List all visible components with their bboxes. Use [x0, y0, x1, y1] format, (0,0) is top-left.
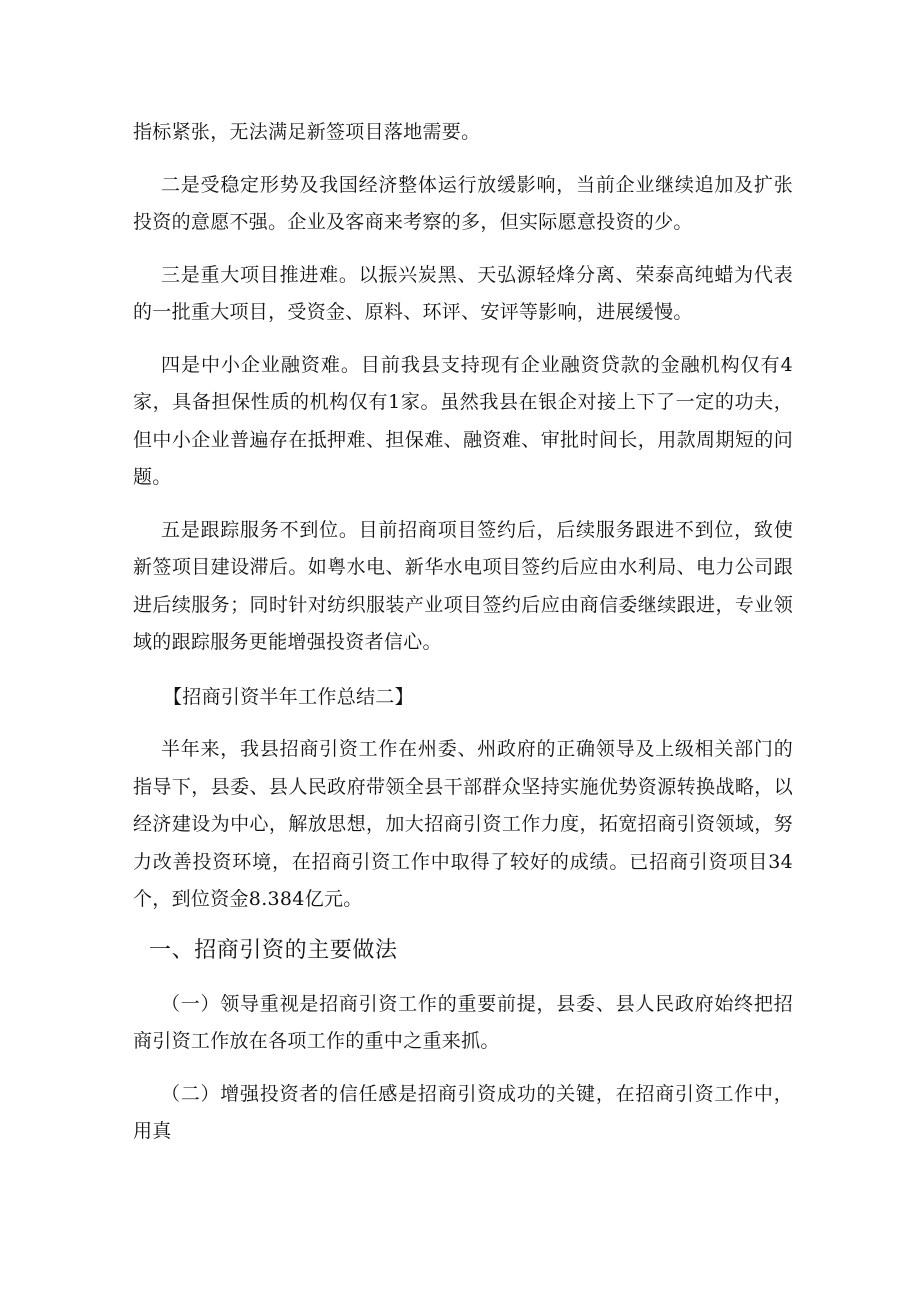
paragraph-intro: 半年来，我县招商引资工作在州委、州政府的正确领导及上级相关部门的指导下，县委、县人民政府带领全县干部群众坚持实施优势资源转换战略，以经济建设为中心，解放思想，加大招商引资工作力度，拓宽招商引资领域，努力改善投资环境，在招商引资工作中取得了较好的成绩。已招商引资项目34个，到位资金8.384亿元。: [133, 738, 793, 910]
list-item-investor-trust: （二）增强投资者的信任感是招商引资成功的关键，在招商引资工作中，用真: [133, 1082, 793, 1142]
section-subtitle: 【招商引资半年工作总结二】: [163, 685, 414, 708]
paragraph-major-projects: 三是重大项目推进难。以振兴炭黑、天弘源轻烽分离、荣泰高纯蜡为代表的一批重大项目，受资金、原料、环评、安评等影响，进展缓慢。: [133, 263, 793, 323]
paragraph-sme-financing: 四是中小企业融资难。目前我县支持现有企业融资贷款的金融机构仅有4家，具备担保性质的机构仅有1家。虽然我县在银企对接上下了一定的功夫，但中小企业普遍存在抵押难、担保难、融资难、审批时间长，用款周期短的问题。: [133, 353, 793, 488]
paragraph-investment-willingness: 二是受稳定形势及我国经济整体运行放缓影响，当前企业继续追加及扩张投资的意愿不强。企业及客商来考察的多，但实际愿意投资的少。: [133, 173, 793, 233]
section-heading: 一、招商引资的主要做法: [149, 937, 398, 963]
paragraph-land-quota: 指标紧张，无法满足新签项目落地需要。: [133, 121, 481, 143]
paragraph-follow-up-service: 五是跟踪服务不到位。目前招商项目签约后，后续服务跟进不到位，致使新签项目建设滞后。如粤水电、新华水电项目签约后应由水利局、电力公司跟进后续服务；同时针对纺织服装产业项目签约后应由商信委继续跟进，专业领域的跟踪服务更能增强投资者信心。: [133, 518, 793, 653]
list-item-leadership: （一）领导重视是招商引资工作的重要前提，县委、县人民政府始终把招商引资工作放在各项工作的重中之重来抓。: [133, 992, 793, 1052]
document-body: [133, 114, 793, 1151]
